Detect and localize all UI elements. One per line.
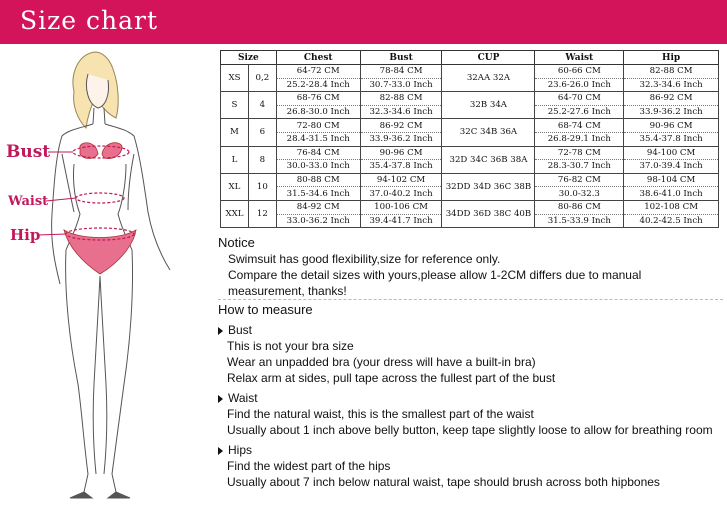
woman-illustration	[0, 44, 215, 500]
size-cell: L	[221, 146, 249, 173]
cup-cell: 34DD 36D 38C 40B	[442, 200, 535, 227]
table-header-row	[221, 51, 719, 65]
hip-inch-cell: 32.3-34.6 Inch	[624, 78, 719, 92]
how-to-measure-section	[218, 302, 727, 490]
waist-cm-cell: 60-66 CM	[535, 65, 624, 79]
hips-section	[218, 442, 727, 490]
section-heading: Bust	[228, 323, 253, 337]
waist-cm-cell: 68-74 CM	[535, 119, 624, 133]
hip-inch-cell: 37.0-39.4 Inch	[624, 160, 719, 174]
chest-inch-cell: 33.0-36.2 Inch	[276, 214, 360, 228]
notice-line: measurement, thanks!	[228, 284, 347, 298]
waist-cm-cell: 76-82 CM	[535, 173, 624, 187]
header-waist: Waist	[535, 51, 624, 65]
section-line: This is not your bra size	[227, 339, 354, 353]
bust-inch-cell: 37.0-40.2 Inch	[360, 187, 442, 201]
chest-inch-cell: 28.4-31.5 Inch	[276, 132, 360, 146]
header-cup: CUP	[442, 51, 535, 65]
bust-section	[218, 322, 727, 386]
waist-label: Waist	[8, 194, 49, 209]
cup-cell: 32D 34C 36B 38A	[442, 146, 535, 173]
chest-inch-cell: 26.8-30.0 Inch	[276, 105, 360, 119]
size-number-cell: 0,2	[248, 65, 276, 92]
table-row	[221, 173, 719, 187]
bullet-triangle-icon	[218, 327, 223, 335]
waist-cm-cell: 80-86 CM	[535, 200, 624, 214]
section-line: Usually about 7 inch below natural waist, tape should brush across both hipbones	[227, 475, 660, 489]
chest-cm-cell: 80-88 CM	[276, 173, 360, 187]
section-line: Find the natural waist, this is the smallest part of the waist	[227, 407, 534, 421]
bust-inch-cell: 35.4-37.8 Inch	[360, 160, 442, 174]
hip-cm-cell: 90-96 CM	[624, 119, 719, 133]
header-chest: Chest	[276, 51, 360, 65]
bust-cm-cell: 90-96 CM	[360, 146, 442, 160]
waist-inch-cell: 25.2-27.6 Inch	[535, 105, 624, 119]
notice-title: Notice	[218, 235, 255, 250]
cup-cell: 32DD 34D 36C 38B	[442, 173, 535, 200]
hip-cm-cell: 82-88 CM	[624, 65, 719, 79]
section-line: Wear an unpadded bra (your dress will have a built-in bra)	[227, 355, 536, 369]
bust-cm-cell: 82-88 CM	[360, 92, 442, 106]
table-row	[221, 92, 719, 106]
bust-inch-cell: 39.4-41.7 Inch	[360, 214, 442, 228]
cup-cell: 32C 34B 36A	[442, 119, 535, 146]
table-row	[221, 119, 719, 133]
section-line: Usually about 1 inch above belly button, keep tape slightly loose to allow for breathing room	[227, 423, 713, 437]
size-cell: S	[221, 92, 249, 119]
divider	[218, 299, 723, 300]
size-number-cell: 4	[248, 92, 276, 119]
bust-inch-cell: 32.3-34.6 Inch	[360, 105, 442, 119]
bust-cm-cell: 100-106 CM	[360, 200, 442, 214]
bust-cm-cell: 94-102 CM	[360, 173, 442, 187]
header-banner	[0, 0, 727, 44]
bust-inch-cell: 33.9-36.2 Inch	[360, 132, 442, 146]
chest-cm-cell: 64-72 CM	[276, 65, 360, 79]
header-size: Size	[221, 51, 277, 65]
size-number-cell: 6	[248, 119, 276, 146]
bust-label: Bust	[6, 142, 51, 162]
hip-cm-cell: 98-104 CM	[624, 173, 719, 187]
waist-inch-cell: 23.6-26.0 Inch	[535, 78, 624, 92]
size-table-body	[221, 65, 719, 228]
figure-illustration	[0, 44, 215, 500]
size-cell: M	[221, 119, 249, 146]
page-title: Size chart	[20, 6, 159, 35]
header-hip: Hip	[624, 51, 719, 65]
section-line: Relax arm at sides, pull tape across the fullest part of the bust	[227, 371, 556, 385]
header-bust: Bust	[360, 51, 442, 65]
hip-inch-cell: 35.4-37.8 Inch	[624, 132, 719, 146]
size-number-cell: 12	[248, 200, 276, 227]
hip-inch-cell: 33.9-36.2 Inch	[624, 105, 719, 119]
hip-cm-cell: 102-108 CM	[624, 200, 719, 214]
table-row	[221, 200, 719, 214]
cup-cell: 32AA 32A	[442, 65, 535, 92]
chest-inch-cell: 30.0-33.0 Inch	[276, 160, 360, 174]
chest-cm-cell: 84-92 CM	[276, 200, 360, 214]
bust-cm-cell: 86-92 CM	[360, 119, 442, 133]
chest-inch-cell: 25.2-28.4 Inch	[276, 78, 360, 92]
waist-cm-cell: 64-70 CM	[535, 92, 624, 106]
chest-inch-cell: 31.5-34.6 Inch	[276, 187, 360, 201]
chest-cm-cell: 76-84 CM	[276, 146, 360, 160]
hip-label: Hip	[10, 226, 41, 244]
waist-section	[218, 390, 727, 438]
waist-inch-cell: 30.0-32.3	[535, 187, 624, 201]
table-row	[221, 65, 719, 79]
size-cell: XL	[221, 173, 249, 200]
waist-cm-cell: 72-78 CM	[535, 146, 624, 160]
size-table	[220, 50, 719, 228]
hip-inch-cell: 40.2-42.5 Inch	[624, 214, 719, 228]
section-heading: Hips	[228, 443, 253, 457]
size-number-cell: 10	[248, 173, 276, 200]
waist-inch-cell: 31.5-33.9 Inch	[535, 214, 624, 228]
hip-cm-cell: 94-100 CM	[624, 146, 719, 160]
bust-inch-cell: 30.7-33.0 Inch	[360, 78, 442, 92]
notice-line: Swimsuit has good flexibility,size for reference only.	[228, 252, 501, 266]
section-heading: Waist	[228, 391, 258, 405]
hip-inch-cell: 38.6-41.0 Inch	[624, 187, 719, 201]
how-to-measure-title: How to measure	[218, 302, 313, 317]
chest-cm-cell: 72-80 CM	[276, 119, 360, 133]
size-number-cell: 8	[248, 146, 276, 173]
bullet-triangle-icon	[218, 395, 223, 403]
bullet-triangle-icon	[218, 447, 223, 455]
size-cell: XXL	[221, 200, 249, 227]
cup-cell: 32B 34A	[442, 92, 535, 119]
table-row	[221, 146, 719, 160]
bust-cm-cell: 78-84 CM	[360, 65, 442, 79]
notice-line: Compare the detail sizes with yours,please allow 1-2CM differs due to manual	[228, 268, 642, 282]
waist-inch-cell: 28.3-30.7 Inch	[535, 160, 624, 174]
hip-cm-cell: 86-92 CM	[624, 92, 719, 106]
section-line: Find the widest part of the hips	[227, 459, 391, 473]
notice-section	[218, 235, 723, 299]
size-cell: XS	[221, 65, 249, 92]
chest-cm-cell: 68-76 CM	[276, 92, 360, 106]
waist-inch-cell: 26.8-29.1 Inch	[535, 132, 624, 146]
